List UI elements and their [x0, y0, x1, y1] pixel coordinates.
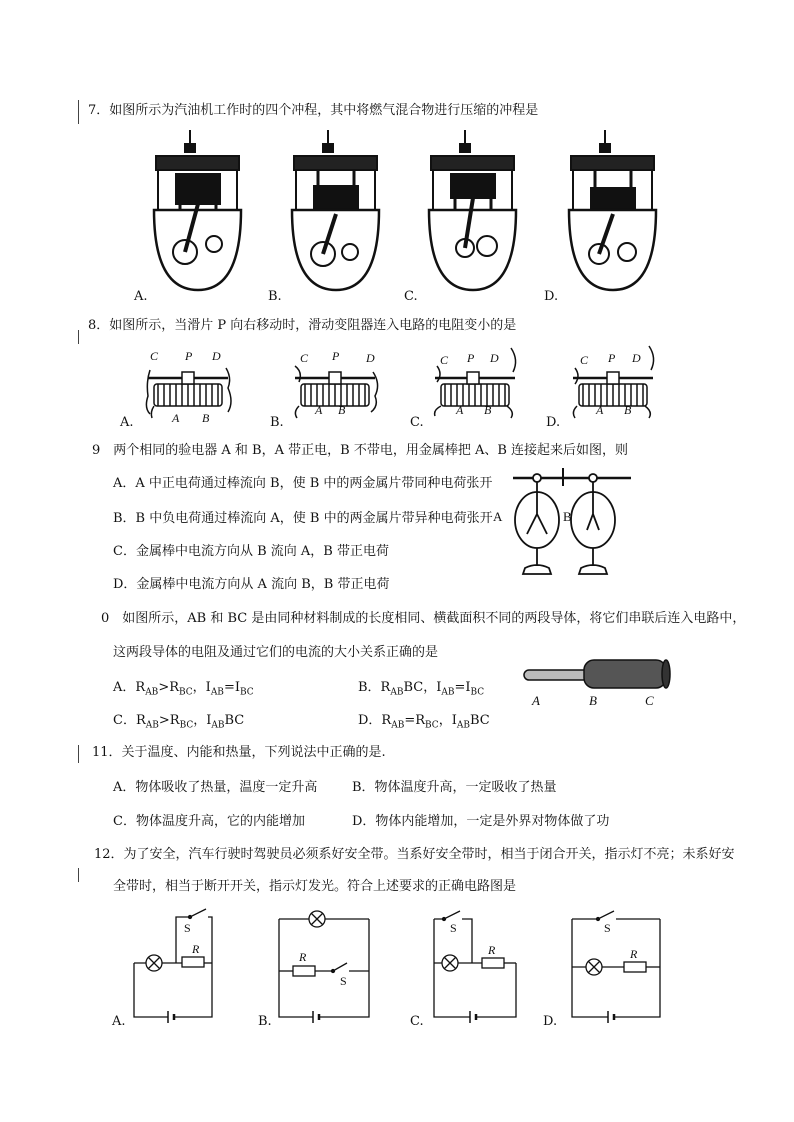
q9-option-a: A．A 中正电荷通过棒流向 B，使 B 中的两金属片带同种电荷张开: [113, 476, 493, 491]
binding-mark: [78, 100, 79, 124]
q10-option-c: C．$R_{AB}>R_{BC}$，$I_{AB}BC$: [113, 713, 245, 731]
q8-a-letter-b: B: [202, 411, 210, 425]
q8-c-letter-d: D: [490, 351, 499, 365]
q9-figure-label-a: A: [493, 509, 503, 524]
q7-stem: 7．如图所示为汽油机工作时的四个冲程，其中将燃气混合物进行压缩的冲程是: [88, 103, 539, 118]
q8-label-b: B.: [270, 415, 284, 430]
q12-d-letter-s: S: [604, 921, 611, 935]
q7-label-d: D.: [544, 289, 559, 304]
engine-stroke-a-figure: [150, 130, 245, 295]
q9-option-b: B．B 中负电荷通过棒流向 A，使 B 中的两金属片带异种电荷张开: [113, 511, 493, 526]
q8-b-letter-c: C: [300, 351, 309, 365]
q9-option-d: D．金属棒中电流方向从 A 流向 B，B 带正电荷: [113, 577, 390, 592]
q8-c-letter-c: C: [440, 353, 449, 367]
q8-d-letter-p: P: [608, 351, 616, 365]
q8-b-letter-p: P: [332, 349, 340, 363]
q12-label-b: B.: [258, 1014, 272, 1029]
q12-stem-line1: 12．为了安全，汽车行驶时驾驶员必须系好安全带。当系好安全带时，相当于闭合开关，指示灯不亮；未系好安: [94, 847, 735, 862]
q12-a-letter-r: R: [192, 942, 200, 956]
q8-d-letter-a: A: [596, 403, 604, 417]
q11-option-c: C．物体温度升高，它的内能增加: [113, 814, 305, 829]
q8-a-letter-c: C: [150, 349, 159, 363]
q9-figure-label-b: B: [563, 509, 572, 524]
q11-option-a: A．物体吸收了热量，温度一定升高: [113, 780, 318, 795]
q8-c-letter-b: B: [484, 403, 492, 417]
q8-label-a: A.: [120, 415, 134, 430]
q8-d-letter-d: D: [632, 351, 641, 365]
q12-label-d: D.: [543, 1014, 558, 1029]
q11-option-d: D．物体内能增加，一定是外界对物体做了功: [352, 814, 610, 829]
q10-figure-label-c: C: [645, 693, 654, 708]
q10-stem-line2: 这两段导体的电阻及通过它们的电流的大小关系正确的是: [113, 645, 439, 660]
q8-b-letter-d: D: [366, 351, 375, 365]
binding-mark: [78, 868, 79, 882]
q10-option-a: A．$R_{AB}>R_{BC}$，$I_{AB}=I_{BC}$: [113, 680, 254, 698]
engine-stroke-b-figure: [288, 130, 383, 295]
circuit-b-figure: [275, 905, 375, 1025]
q8-b-letter-a: A: [315, 403, 323, 417]
q8-a-letter-p: P: [185, 349, 193, 363]
electroscope-figure: [505, 468, 635, 588]
q8-b-letter-b: B: [338, 403, 346, 417]
binding-mark: [78, 330, 79, 344]
q7-label-a: A.: [134, 289, 148, 304]
q9-stem: 9 两个相同的验电器 A 和 B，A 带正电，B 不带电，用金属棒把 A、B 连接起来后如图，则: [92, 443, 629, 458]
q8-label-d: D.: [546, 415, 561, 430]
circuit-c-figure: [430, 905, 525, 1025]
engine-stroke-c-figure: [425, 130, 520, 295]
q12-a-letter-s: S: [184, 921, 191, 935]
q8-stem: 8．如图所示，当滑片 P 向右移动时，滑动变阻器连入电路的电阻变小的是: [88, 318, 517, 333]
q9-option-c: C．金属棒中电流方向从 B 流向 A，B 带正电荷: [113, 544, 389, 559]
q11-stem: 11．关于温度、内能和热量，下列说法中正确的是.: [92, 745, 386, 760]
q12-label-a: A.: [112, 1014, 126, 1029]
q12-b-letter-r: R: [299, 950, 307, 964]
q8-a-letter-d: D: [212, 349, 221, 363]
q8-c-letter-a: A: [456, 403, 464, 417]
binding-mark: [78, 745, 79, 763]
q12-b-letter-s: S: [340, 974, 347, 988]
q7-label-c: C.: [404, 289, 418, 304]
q10-figure-label-a: A: [532, 693, 540, 708]
q10-stem-line1: 0 如图所示，AB 和 BC 是由同种材料制成的长度相同、横截面积不同的两段导体，将它们串联后连入电路中，: [101, 611, 746, 626]
q12-label-c: C.: [410, 1014, 424, 1029]
q8-a-letter-a: A: [172, 411, 180, 425]
circuit-d-figure: [568, 905, 668, 1025]
circuit-a-figure: [130, 905, 225, 1025]
q8-label-c: C.: [410, 415, 424, 430]
q12-d-letter-r: R: [630, 947, 638, 961]
engine-stroke-d-figure: [565, 130, 660, 295]
q8-d-letter-c: C: [580, 353, 589, 367]
q12-c-letter-s: S: [450, 921, 457, 935]
q12-c-letter-r: R: [488, 943, 496, 957]
q7-label-b: B.: [268, 289, 282, 304]
q10-option-b: B．$R_{AB}BC$，$I_{AB}=I_{BC}$: [358, 680, 485, 698]
conductor-figure: [520, 654, 670, 694]
q8-c-letter-p: P: [467, 351, 475, 365]
q8-d-letter-b: B: [624, 403, 632, 417]
q11-option-b: B．物体温度升高，一定吸收了热量: [352, 780, 557, 795]
q10-figure-label-b: B: [589, 693, 597, 708]
q12-stem-line2: 全带时，相当于断开开关，指示灯发光。符合上述要求的正确电路图是: [113, 879, 517, 894]
q10-option-d: D．$R_{AB}=R_{BC}$，$I_{AB}BC$: [358, 713, 490, 731]
